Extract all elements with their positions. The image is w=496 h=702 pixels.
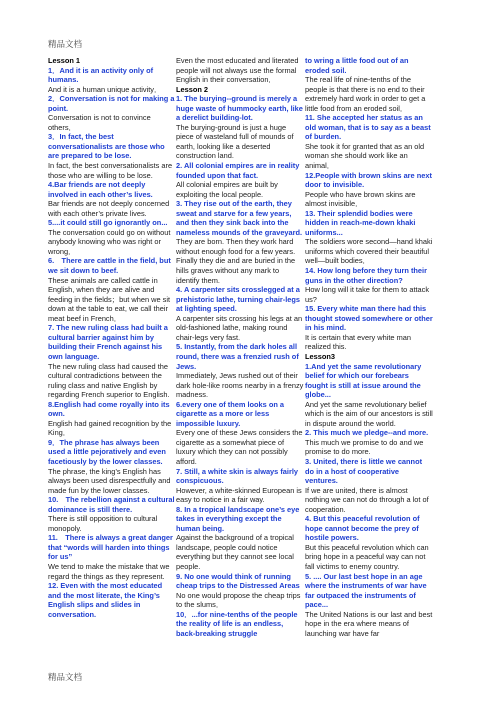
quoted-sentence: 11. She accepted her status as an old woman, that is to say as a beast of burden. [305,113,431,142]
quoted-sentence: 10. The rebellion against a cultural dominance is still there. [48,495,175,514]
quoted-sentence: 7. The new ruling class had built a cultural barrier against him by building their French against his own language. [48,323,168,361]
paraphrase-text: If we are united, there is almost nothing we can not do through a lot of cooperation. [305,485,429,514]
lesson-heading: Lesson 2 [176,84,209,94]
paraphrase-text: The new ruling class had caused the cultural contradictions between the ruling class and native English by regarding French superior to English. [48,361,170,400]
paraphrase-text: These animals are called cattle in English, when they are alive and feeding in the fields；but when we sit down at the table to eat, we call their meat beef in French． [48,275,171,323]
text-column-3 [305,56,433,638]
paraphrase-text: A carpenter sits crossing his legs at an old-fashioned lathe, making round chair-legs very fast. [176,313,303,342]
quoted-sentence: 4. But this peaceful revolution of hope cannot become the prey of hostile powers. [305,514,420,543]
quoted-sentence: 2. All colonial empires are in reality founded upon that fact. [176,161,300,180]
quoted-sentence: 11. There is always a great danger that “words will harden into things for us” [48,533,173,562]
quoted-sentence: 5. .... Our last best hope in an age where the instruments of war have far outpaced the instruments of pace... [305,571,427,610]
paraphrase-text: Bar friends are not deeply concerned with each other’s private lives. [48,199,170,218]
quoted-sentence: 3. They rise out of the earth, they sweat and starve for a few years, and then they sink back into the nameless mounds of the graveyard. [176,199,303,237]
paraphrase-text: No one would propose the cheap trips to the slums． [176,590,301,610]
quoted-sentence: 1. The burying--ground is merely a huge waste of hummocky earth, like a derelict building-lot. [176,94,303,123]
paraphrase-text: This much we promise to do and we promise to do more. [305,437,424,457]
quoted-sentence: 9．The phrase has always been used a little pejoratively and even facetiously by the lower classes. [48,437,166,466]
text-column-2 [176,56,304,638]
paraphrase-text: It is certain that every white man realized this. [305,332,411,352]
quoted-sentence: 6. There are cattle in the field, but we sit down to beef. [48,256,171,276]
quoted-sentence: 15. Every white man there had this thought stowed somewhere or other in his mind. [305,304,433,333]
paraphrase-text: She took it for granted that as an old woman she should work like an animal． [305,141,425,171]
paraphrase-text: All colonial empires are built by exploiting the local people. [176,180,278,199]
quoted-sentence: 2. This much we pledge--and more. [305,428,429,438]
quoted-sentence: to wring a little food out of an eroded soil. [305,56,409,75]
quoted-sentence: 4.Bar friends are not deeply involved in each other’s lives. [48,180,153,199]
paraphrase-text: Immediately, Jews rushed out of their dark hole-like rooms nearby in a frenzy madness. [176,371,304,400]
quoted-sentence: 4. A carpenter sits crosslegged at a prehistoric lathe, turning chair-legs at lighting speed. [176,285,301,314]
paraphrase-text: Even the most educated and literated people will not always use the formal English in their conversation． [176,56,299,85]
paraphrase-text: The real life of nine-tenths of the people is that there is no end to their extremely hard work in order to get a little food from an eroded soil． [305,75,426,113]
quoted-sentence: 2．Conversation is not for making a point. [48,94,175,113]
quoted-sentence: 8.English had come royally into its own. [48,399,170,419]
paraphrase-text: The conversation could go on without anybody knowing who was right or wrong． [48,227,171,256]
paraphrase-text: Conversation is not to convince others． [48,113,151,132]
paraphrase-text: But this peaceful revolution which can bring hope in a peaceful way can not fall victims to enemy country. [305,542,429,571]
paraphrase-text: We tend to make the mistake that we regard the things as they represent. [48,561,170,581]
paraphrase-text: Against the background of a tropical landscape, people could notice everything but they cannot see local people. [176,533,294,571]
quoted-sentence: 10．...for nine-tenths of the people the reality of life is an endless, back-breaking struggle [176,609,298,638]
quoted-sentence: 6.every one of them looks on a cigarette as a more or less impossible luxury. [176,399,285,428]
paraphrase-text: The United Nations is our last and best hope in the era where means of launching war have far [305,609,433,638]
quoted-sentence: 12.People with brown skins are next door to invisible. [305,170,432,190]
paraphrase-text: The burying-ground is just a huge piece of wasteland full of mounds of earth, looking like a deserted construction land. [176,122,294,161]
paraphrase-text: And yet the same revolutionary belief which is the aim of our ancestors is still in dispute around the world. [305,399,433,428]
quoted-sentence: 7. Still, a white skin is always fairly conspicuous. [176,466,298,486]
paraphrase-text: The phrase, the king’s English has always been used disrespectfully and made fun by the lower classes. [48,466,171,495]
text-column-1 [48,56,176,619]
paraphrase-text: English had gained recognition by the King． [48,418,172,438]
paraphrase-text: The soldiers wore second—hand khaki uniforms which covered their beautiful well—built bodies． [305,237,433,266]
quoted-sentence: 5. Instantly, from the dark holes all round, there was a frenzied rush of Jews. [176,342,299,371]
quoted-sentence: 3. United, there is little we cannot do in a host of cooperative ventures. [305,456,423,486]
page-footer: 精品文档 [48,672,83,682]
paraphrase-text: However, a white-skinned European is easy to notice in a fair way. [176,485,302,505]
lesson-heading: Lesson 1 [48,56,81,65]
paraphrase-text: And it is a human unique activity． [48,84,162,94]
paraphrase-text: How long will it take for them to attack us? [305,285,430,304]
page-header: 精品文档 [48,39,83,49]
quoted-sentence: 12. Even with the most educated and the most literate, the King’s English slips and slides in conversation. [48,581,163,619]
quoted-sentence: 1.And yet the same revolutionary belief for which our forebears fought is still at issue around the globe... [305,361,422,400]
paraphrase-text: Every one of these Jews considers the cigarette as a somewhat piece of luxury which they can not possibly afford. [176,428,303,466]
quoted-sentence: 1．And it is an activity only of humans. [48,65,154,85]
paraphrase-text: There is still opposition to cultural monopoly. [48,514,158,533]
paraphrase-text: They are born. Then they work hard without enough food for a few years. Finally they die and are buried in the hills graves without any mark to identify them. [176,237,296,285]
paraphrase-text: People who have brown skins are almost invisible． [305,189,416,209]
quoted-sentence: 3．In fact, the best conversationalists are those who are prepared to be lose. [48,132,165,161]
paraphrase-text: In fact, the best conversationalists are those who are willing to be lose. [48,161,173,180]
quoted-sentence: 13. Their splendid bodies were hidden in reach-me-down khaki uniforms... [305,208,416,237]
quoted-sentence: 9. No one would think of running cheap trips to the Distressed Areas [176,571,300,591]
quoted-sentence: 8. In a tropical landscape one’s eye takes in everything except the human being. [176,504,300,533]
lesson-heading: Lesson3 [305,351,335,361]
quoted-sentence: 14. How long before they turn their guns in the other direction? [305,266,427,285]
quoted-sentence: 5....it could still go ignorantly on... [48,218,168,228]
